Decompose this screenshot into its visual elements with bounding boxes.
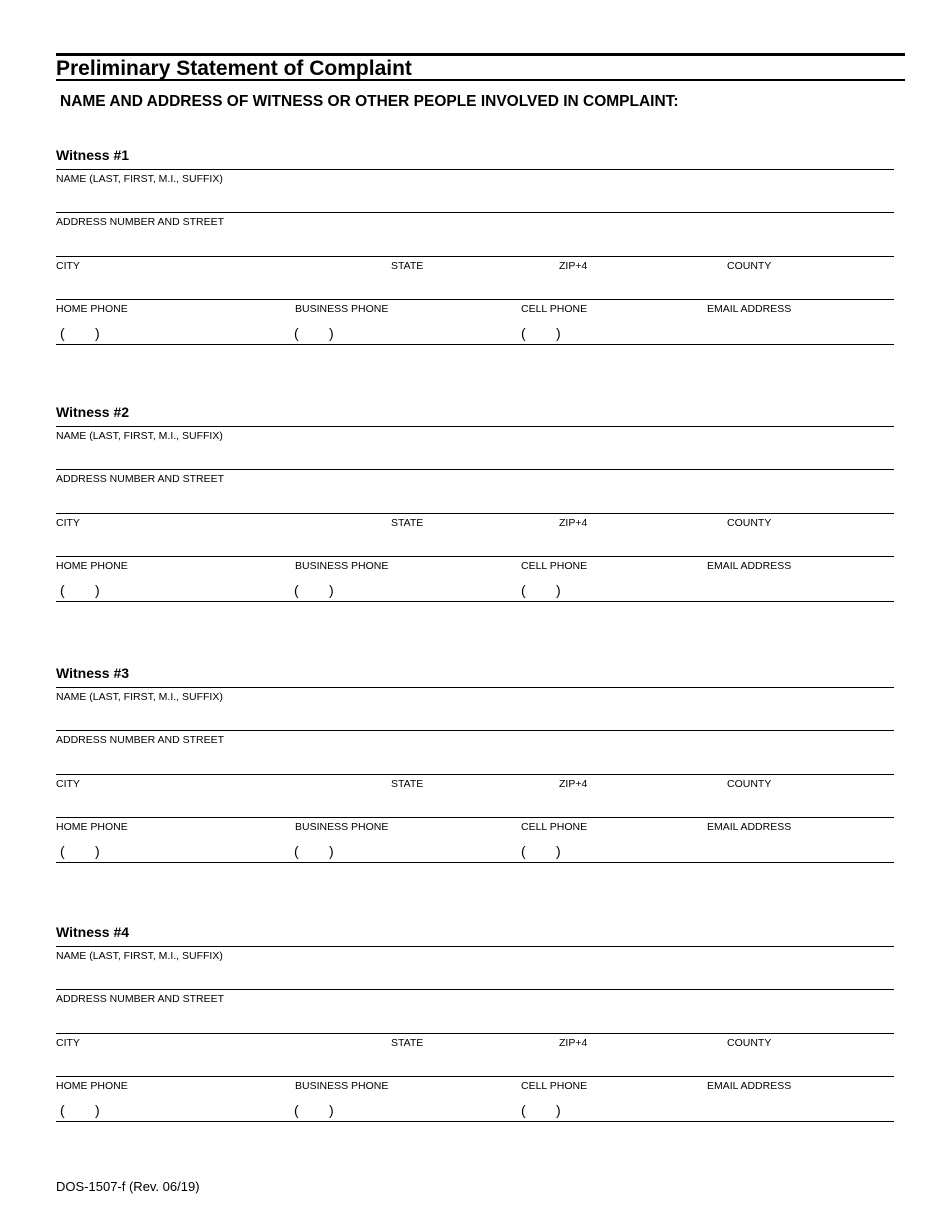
address-field[interactable] [56, 747, 894, 775]
email-label: EMAIL ADDRESS [707, 303, 792, 315]
address-row [56, 212, 894, 228]
county-label: COUNTY [727, 778, 772, 790]
state-field[interactable] [391, 273, 551, 301]
phone-row [56, 299, 894, 341]
home-phone-field[interactable] [56, 1093, 286, 1121]
witness-heading: Witness #1 [56, 147, 130, 163]
business-area-close: ) [329, 325, 334, 341]
cell-area-open: ( [521, 1102, 526, 1118]
cell-phone-field[interactable] [521, 573, 701, 601]
home-phone-label: HOME PHONE [56, 821, 128, 833]
city-row [56, 1033, 894, 1049]
email-field[interactable] [707, 834, 894, 862]
name-field[interactable] [56, 963, 894, 991]
name-field[interactable] [56, 186, 894, 214]
state-label: STATE [391, 1037, 424, 1049]
business-area-open: ( [294, 325, 299, 341]
cell-area-open: ( [521, 843, 526, 859]
witness-block-4 [56, 924, 894, 1124]
cell-phone-label: CELL PHONE [521, 821, 588, 833]
phone-row [56, 556, 894, 598]
name-row [56, 687, 894, 703]
business-area-open: ( [294, 843, 299, 859]
zip-field[interactable] [559, 1050, 719, 1078]
home-phone-label: HOME PHONE [56, 1080, 128, 1092]
email-field[interactable] [707, 316, 894, 344]
name-row [56, 426, 894, 442]
business-area-open: ( [294, 582, 299, 598]
zip-label: ZIP+4 [559, 778, 588, 790]
business-area-open: ( [294, 1102, 299, 1118]
zip-label: ZIP+4 [559, 1037, 588, 1049]
address-field[interactable] [56, 229, 894, 257]
name-row [56, 946, 894, 962]
name-label: NAME (LAST, FIRST, M.I., SUFFIX) [56, 173, 223, 185]
email-label: EMAIL ADDRESS [707, 1080, 792, 1092]
name-field[interactable] [56, 704, 894, 732]
city-label: CITY [56, 1037, 80, 1049]
name-field[interactable] [56, 443, 894, 471]
home-phone-field[interactable] [56, 834, 286, 862]
title-bar [56, 53, 905, 81]
cell-phone-field[interactable] [521, 1093, 701, 1121]
address-label: ADDRESS NUMBER AND STREET [56, 734, 225, 746]
home-phone-label: HOME PHONE [56, 560, 128, 572]
cell-area-close: ) [556, 325, 561, 341]
zip-label: ZIP+4 [559, 260, 588, 272]
page-title: Preliminary Statement of Complaint [56, 57, 412, 80]
cell-area-close: ) [556, 843, 561, 859]
zip-label: ZIP+4 [559, 517, 588, 529]
county-field[interactable] [727, 1050, 894, 1078]
business-phone-field[interactable] [295, 1093, 515, 1121]
state-field[interactable] [391, 1050, 551, 1078]
address-row [56, 989, 894, 1005]
city-field[interactable] [56, 791, 386, 819]
state-label: STATE [391, 778, 424, 790]
business-phone-label: BUSINESS PHONE [295, 560, 389, 572]
county-field[interactable] [727, 530, 894, 558]
witness-bottom-rule [56, 601, 894, 602]
cell-phone-field[interactable] [521, 834, 701, 862]
zip-field[interactable] [559, 791, 719, 819]
name-label: NAME (LAST, FIRST, M.I., SUFFIX) [56, 950, 223, 962]
business-phone-field[interactable] [295, 316, 515, 344]
city-field[interactable] [56, 530, 386, 558]
business-phone-field[interactable] [295, 573, 515, 601]
city-label: CITY [56, 517, 80, 529]
county-field[interactable] [727, 273, 894, 301]
section-heading: NAME AND ADDRESS OF WITNESS OR OTHER PEOPLE INVOLVED IN COMPLAINT: [60, 93, 679, 110]
zip-field[interactable] [559, 273, 719, 301]
city-field[interactable] [56, 1050, 386, 1078]
business-area-close: ) [329, 1102, 334, 1118]
phone-row [56, 817, 894, 859]
county-label: COUNTY [727, 517, 772, 529]
state-field[interactable] [391, 530, 551, 558]
name-label: NAME (LAST, FIRST, M.I., SUFFIX) [56, 691, 223, 703]
cell-phone-label: CELL PHONE [521, 303, 588, 315]
witness-block-2 [56, 404, 894, 604]
state-field[interactable] [391, 791, 551, 819]
email-label: EMAIL ADDRESS [707, 560, 792, 572]
address-row [56, 469, 894, 485]
home-area-open: ( [60, 843, 65, 859]
home-area-close: ) [95, 843, 100, 859]
cell-area-open: ( [521, 582, 526, 598]
county-label: COUNTY [727, 1037, 772, 1049]
county-label: COUNTY [727, 260, 772, 272]
witness-bottom-rule [56, 1121, 894, 1122]
home-area-close: ) [95, 325, 100, 341]
home-area-open: ( [60, 325, 65, 341]
email-field[interactable] [707, 1093, 894, 1121]
name-row [56, 169, 894, 185]
business-phone-label: BUSINESS PHONE [295, 303, 389, 315]
business-area-close: ) [329, 843, 334, 859]
cell-phone-label: CELL PHONE [521, 560, 588, 572]
home-area-open: ( [60, 1102, 65, 1118]
state-label: STATE [391, 517, 424, 529]
form-number: DOS-1507-f (Rev. 06/19) [56, 1179, 200, 1194]
business-area-close: ) [329, 582, 334, 598]
zip-field[interactable] [559, 530, 719, 558]
address-label: ADDRESS NUMBER AND STREET [56, 216, 225, 228]
address-label: ADDRESS NUMBER AND STREET [56, 993, 225, 1005]
witness-heading: Witness #2 [56, 404, 130, 420]
home-area-close: ) [95, 582, 100, 598]
witness-bottom-rule [56, 344, 894, 345]
address-field[interactable] [56, 1006, 894, 1034]
witness-heading: Witness #3 [56, 665, 130, 681]
city-field[interactable] [56, 273, 386, 301]
home-phone-label: HOME PHONE [56, 303, 128, 315]
home-area-open: ( [60, 582, 65, 598]
email-label: EMAIL ADDRESS [707, 821, 792, 833]
city-row [56, 774, 894, 790]
city-row [56, 256, 894, 272]
city-row [56, 513, 894, 529]
county-field[interactable] [727, 791, 894, 819]
home-phone-field[interactable] [56, 316, 286, 344]
address-row [56, 730, 894, 746]
state-label: STATE [391, 260, 424, 272]
cell-phone-field[interactable] [521, 316, 701, 344]
home-phone-field[interactable] [56, 573, 286, 601]
witness-block-3 [56, 665, 894, 865]
email-field[interactable] [707, 573, 894, 601]
witness-heading: Witness #4 [56, 924, 130, 940]
address-field[interactable] [56, 486, 894, 514]
city-label: CITY [56, 260, 80, 272]
cell-area-open: ( [521, 325, 526, 341]
cell-phone-label: CELL PHONE [521, 1080, 588, 1092]
city-label: CITY [56, 778, 80, 790]
address-label: ADDRESS NUMBER AND STREET [56, 473, 225, 485]
business-phone-label: BUSINESS PHONE [295, 1080, 389, 1092]
home-area-close: ) [95, 1102, 100, 1118]
witness-block-1 [56, 147, 894, 347]
name-label: NAME (LAST, FIRST, M.I., SUFFIX) [56, 430, 223, 442]
witness-bottom-rule [56, 862, 894, 863]
cell-area-close: ) [556, 582, 561, 598]
business-phone-label: BUSINESS PHONE [295, 821, 389, 833]
phone-row [56, 1076, 894, 1118]
cell-area-close: ) [556, 1102, 561, 1118]
business-phone-field[interactable] [295, 834, 515, 862]
